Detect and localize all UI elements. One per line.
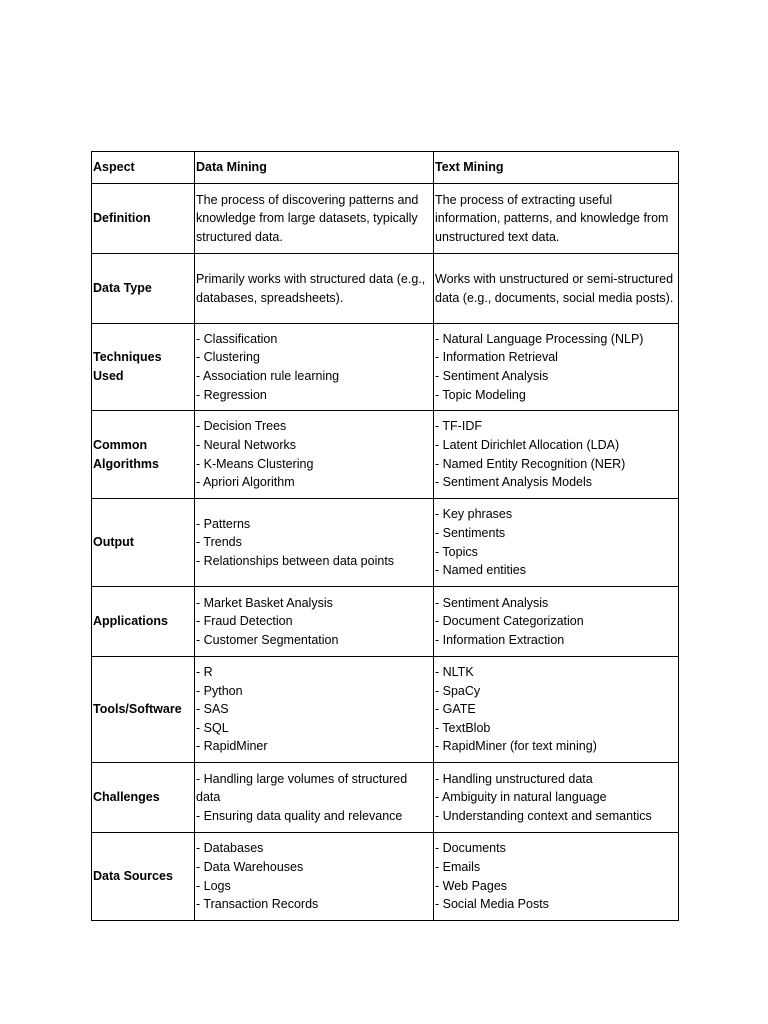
cell-line: - Customer Segmentation	[196, 632, 339, 647]
cell-line: - Sentiment Analysis	[435, 369, 549, 383]
cell-line: - TextBlob	[435, 720, 491, 735]
cell-line: The process of discovering patterns and knowledge from large datasets, typically structured data.	[196, 192, 419, 244]
table-row	[92, 184, 679, 254]
cell-line: - Natural Language Processing (NLP)	[435, 331, 644, 346]
cell-line: - Trends	[196, 535, 242, 550]
cell-line: - TF-IDF	[435, 419, 482, 434]
cell-line: - GATE	[435, 702, 476, 717]
data-mining-cell	[195, 411, 434, 499]
row-aspect-cell: Applications	[92, 587, 195, 657]
row-aspect-cell: Challenges	[92, 763, 195, 833]
cell-line: - RapidMiner	[196, 739, 268, 754]
cell-line: - Python	[196, 683, 243, 698]
data-mining-cell	[195, 254, 434, 324]
cell-line: - Named Entity Recognition (NER)	[435, 456, 626, 471]
cell-line: - Apriori Algorithm	[196, 475, 295, 490]
header-row	[92, 152, 679, 184]
cell-line: - Web Pages	[435, 878, 508, 893]
cell-line: - Information Retrieval	[435, 350, 558, 365]
cell-line: - Relationships between data points	[196, 553, 395, 568]
table-row	[92, 587, 679, 657]
data-mining-cell	[195, 763, 434, 833]
cell-line: - Named entities	[435, 563, 527, 578]
text-mining-cell	[434, 587, 679, 657]
cell-line: - Ambiguity in natural language	[435, 790, 607, 805]
data-mining-cell	[195, 657, 434, 763]
table-header	[92, 152, 679, 184]
table-row	[92, 254, 679, 324]
table-row	[92, 833, 679, 921]
cell-line: - Logs	[196, 878, 231, 893]
header-text-mining: Text Mining	[434, 152, 679, 184]
cell-line: - Sentiment Analysis	[435, 595, 549, 610]
data-mining-cell	[195, 833, 434, 921]
cell-line: - Classification	[196, 331, 278, 346]
table-row	[92, 324, 679, 411]
cell-line: - Clustering	[196, 350, 260, 365]
cell-line: - Ensuring data quality and relevance	[196, 808, 403, 823]
text-mining-cell	[434, 657, 679, 763]
cell-line: Primarily works with structured data (e.g., databases, spreadsheets).	[196, 271, 426, 305]
cell-line: - Neural Networks	[196, 437, 297, 452]
row-aspect-cell: Common Algorithms	[92, 411, 195, 499]
cell-line: - Topic Modeling	[435, 387, 526, 402]
cell-line: - Data Warehouses	[196, 859, 304, 874]
cell-line: - Transaction Records	[196, 897, 319, 912]
table-row	[92, 657, 679, 763]
text-mining-cell	[434, 411, 679, 499]
cell-line: - R	[196, 665, 213, 680]
cell-line: - Documents	[435, 841, 506, 856]
header-aspect: Aspect	[92, 152, 195, 184]
row-aspect-cell: Data Type	[92, 254, 195, 324]
cell-line: - RapidMiner (for text mining)	[435, 739, 597, 754]
cell-line: - Latent Dirichlet Allocation (LDA)	[435, 437, 620, 452]
cell-line: - Sentiments	[435, 525, 506, 540]
row-aspect-cell: Definition	[92, 184, 195, 254]
data-mining-cell	[195, 587, 434, 657]
cell-line: - Handling unstructured data	[435, 771, 593, 786]
data-mining-cell	[195, 184, 434, 254]
table-body	[92, 184, 679, 921]
cell-line: - Understanding context and semantics	[435, 808, 652, 823]
cell-line: - Information Extraction	[435, 632, 565, 647]
text-mining-cell	[434, 499, 679, 587]
cell-line: - Market Basket Analysis	[196, 595, 333, 610]
comparison-table	[91, 151, 679, 921]
row-aspect-cell: Techniques Used	[92, 324, 195, 411]
cell-line: - Document Categorization	[435, 614, 584, 629]
text-mining-cell	[434, 324, 679, 411]
row-aspect-cell: Data Sources	[92, 833, 195, 921]
cell-line: - Databases	[196, 841, 264, 856]
cell-line: - Emails	[435, 859, 481, 874]
table-row	[92, 499, 679, 587]
row-aspect-cell: Output	[92, 499, 195, 587]
cell-line: The process of extracting useful information, patterns, and knowledge from unstructured text data.	[435, 192, 669, 244]
cell-line: - K-Means Clustering	[196, 456, 314, 471]
cell-line: - Sentiment Analysis Models	[435, 475, 593, 490]
header-data-mining: Data Mining	[195, 152, 434, 184]
data-mining-cell	[195, 499, 434, 587]
cell-line: - Regression	[196, 387, 267, 402]
cell-line: - SAS	[196, 702, 229, 717]
cell-line: - NLTK	[435, 665, 474, 680]
cell-line: - SpaCy	[435, 683, 481, 698]
cell-line: - Decision Trees	[196, 419, 287, 434]
cell-line: - Fraud Detection	[196, 614, 293, 629]
cell-line: - Topics	[435, 544, 478, 559]
cell-line: - Social Media Posts	[435, 897, 549, 912]
cell-line: - Handling large volumes of structured data	[196, 771, 408, 805]
row-aspect-cell: Tools/Software	[92, 657, 195, 763]
text-mining-cell	[434, 254, 679, 324]
text-mining-cell	[434, 763, 679, 833]
table-row	[92, 411, 679, 499]
text-mining-cell	[434, 833, 679, 921]
text-mining-cell	[434, 184, 679, 254]
table-row	[92, 763, 679, 833]
data-mining-cell	[195, 324, 434, 411]
cell-line: - Association rule learning	[196, 369, 340, 383]
cell-line: - Patterns	[196, 516, 251, 531]
cell-line: - SQL	[196, 720, 229, 735]
cell-line: Works with unstructured or semi-structured data (e.g., documents, social media posts).	[435, 271, 674, 305]
cell-line: - Key phrases	[435, 507, 513, 522]
